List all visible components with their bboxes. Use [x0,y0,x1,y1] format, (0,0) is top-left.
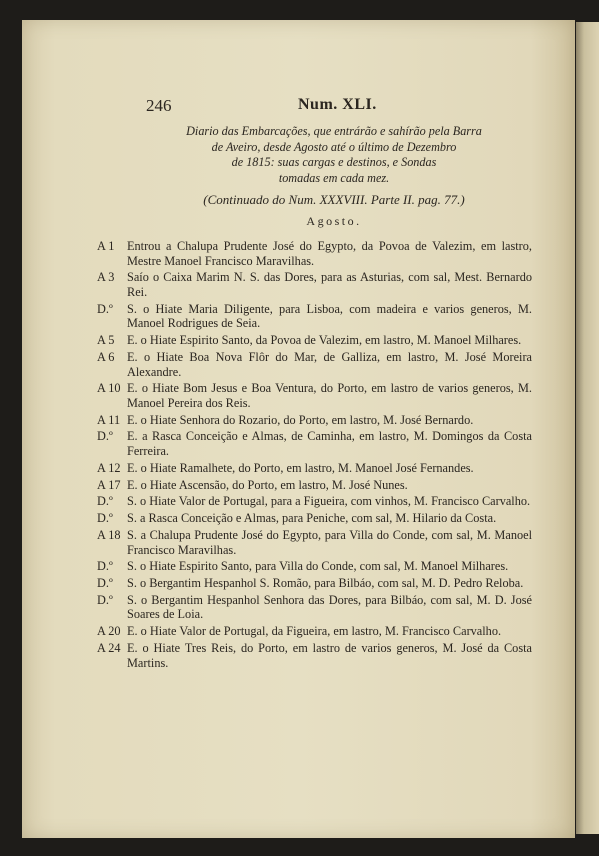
entry-date: D.º [97,559,113,574]
entry-date: A 5 [97,333,115,348]
adjacent-page-edge [576,22,599,834]
document-title [124,124,534,186]
page-content [97,96,534,672]
log-entry [97,511,532,526]
log-entry [97,559,532,574]
entry-text: E. o Hiate Ramalhete, do Porto, em lastro, M. Manoel José Fernandes. [127,460,474,475]
log-entry [97,239,532,268]
entry-text: S. o Hiate Valor de Portugal, para a Figueira, com vinhos, M. Francisco Carvalho. [127,494,531,509]
entry-text: Entrou a Chalupa Prudente José do Egypto, da Povoa de Valezim, em lastro, Mestre Manoel Francisco Maravilhas. [127,239,532,268]
entry-date: A 18 [97,527,121,542]
entry-date: A 11 [97,412,121,427]
entry-date: D.º [97,494,113,509]
title-line: de 1815: suas cargas e destinos, e Sondas [231,155,437,169]
running-head: Num. XLI. [298,96,377,113]
entry-date: A 17 [97,477,121,492]
entry-date: A 3 [97,270,115,285]
log-entry [97,478,532,493]
entry-text: S. o Bergantim Hespanhol S. Romão, para Bilbáo, com sal, M. D. Pedro Reloba. [127,576,524,591]
entry-text: E. o Hiate Bom Jesus e Boa Ventura, do Porto, em lastro de varios generos, M. Manoel Pereira dos Reis. [127,381,532,410]
entry-date: A 24 [97,641,121,656]
entry-date: D.º [97,511,113,526]
ship-log-entries [97,239,532,670]
log-entry [97,270,532,299]
log-entry [97,641,532,670]
entry-text: Saío o Caixa Marim N. S. das Dores, para as Asturias, com sal, Mest. Bernardo Rei. [127,270,532,299]
log-entry [97,333,532,348]
log-entry [97,593,532,622]
entry-date: A 1 [97,239,115,253]
entry-date: A 10 [97,381,121,396]
log-entry [97,413,532,428]
entry-text: E. o Hiate Boa Nova Flôr do Mar, de Galliza, em lastro, M. José Moreira Alexandre. [127,349,532,379]
entry-text: E. a Rasca Conceição e Almas, de Caminha, em lastro, M. Domingos da Costa Ferreira. [127,429,532,459]
entry-text: E. o Hiate Valor de Portugal, da Figueira, em lastro, M. Francisco Carvalho. [127,624,502,639]
title-line: Diario das Embarcações, que entrárão e sahírão pela Barra [186,124,482,138]
entry-text: S. a Chalupa Prudente José do Egypto, para Villa do Conde, com sal, M. Manoel Francisco Maravilhas. [127,527,532,557]
entry-date: A 6 [97,349,115,364]
entry-text: E. o Hiate Tres Reis, do Porto, em lastro de varios generos, M. José da Costa Martins. [127,641,532,670]
entry-date: A 20 [97,624,121,639]
entry-text: S. o Hiate Maria Diligente, para Lisboa, com madeira e varios generos, M. Manoel Rodrigues de Seia. [127,301,532,331]
log-entry [97,381,532,410]
entry-date: D.º [97,301,113,316]
log-entry [97,302,532,331]
entry-text: S. o Bergantim Hespanhol Senhora das Dores, para Bilbáo, com sal, M. D. José Soares de Loia. [127,592,532,622]
entry-text: E. o Hiate Espirito Santo, da Povoa de Valezim, em lastro, M. Manoel Milhares. [127,333,522,348]
continuation-note: (Continuado do Num. XXXVIII. Parte II. pag. 77.) [203,192,465,207]
entry-text: E. o Hiate Ascensão, do Porto, em lastro, M. José Nunes. [127,477,408,492]
entry-text: S. o Hiate Espirito Santo, para Villa do Conde, com sal, M. Manoel Milhares. [127,559,509,574]
log-entry [97,494,532,509]
log-entry [97,429,532,458]
entry-date: A 12 [97,460,121,475]
title-line: de Aveiro, desde Agosto até o último de Dezembro [211,139,457,154]
entry-text: E. o Hiate Senhora do Rozario, do Porto, em lastro, M. José Bernardo. [127,412,474,427]
log-entry [97,350,532,379]
entry-date: D.º [97,576,113,591]
log-entry [97,624,532,639]
log-entry [97,576,532,591]
log-entry [97,528,532,557]
entry-text: S. a Rasca Conceição e Almas, para Peniche, com sal, M. Hilario da Costa. [127,511,497,526]
month-heading: Agosto. [306,214,362,228]
log-entry [97,461,532,476]
page-number: 246 [146,96,172,115]
title-line: tomadas em cada mez. [278,170,390,185]
page-header [124,96,534,118]
entry-date: D.º [97,592,113,607]
entry-date: D.º [97,429,113,444]
